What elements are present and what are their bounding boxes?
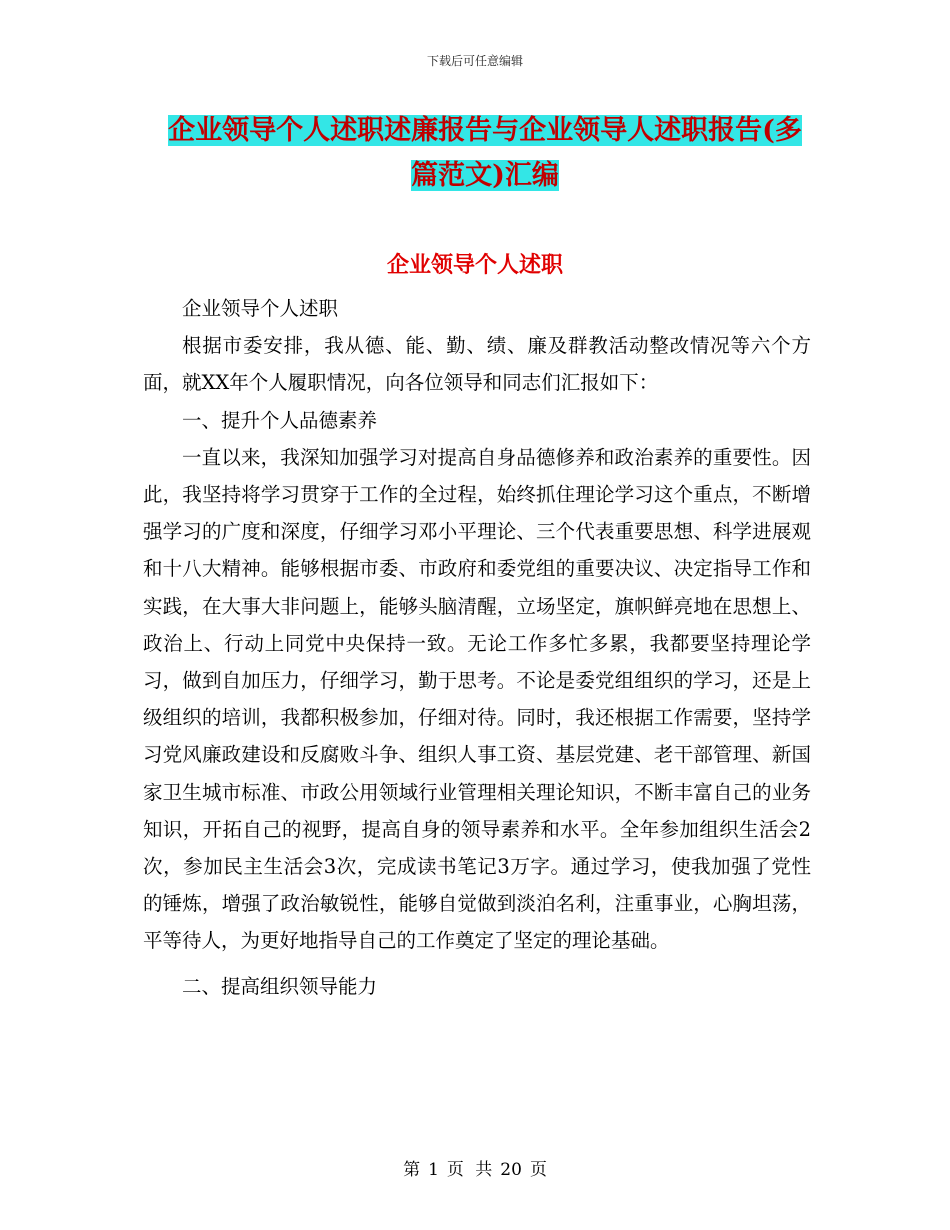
- document-body: [143, 290, 811, 1005]
- footer-suffix: 页: [529, 1160, 547, 1180]
- footer-prefix: 第: [403, 1160, 421, 1180]
- page-footer: [0, 1155, 950, 1180]
- paragraph-section-1: 一直以来，我深知加强学习对提高自身品德修养和政治素养的重要性。因此，我坚持将学习贯穿于工作的全过程，始终抓住理论学习这个重点，不断增强学习的广度和深度，仔细学习邓小平理论、三个代表重要思想、科学进展观和十八大精神。能够根据市委、市政府和委党组的重要决议、决定指导工作和实践，在大事大非问题上，能够头脑清醒，立场坚定，旗帜鲜亮地在思想上、政治上、行动上同党中央保持一致。无论工作多忙多累，我都要坚持理论学习，做到自加压力，仔细学习，勤于思考。不论是委党组组织的学习，还是上级组织的培训，我都积极参加，仔细对待。同时，我还根据工作需要，坚持学习党风廉政建设和反腐败斗争、组织人事工资、基层党建、老干部管理、新国家卫生城市标准、市政公用领域行业管理相关理论知识，不断丰富自己的业务知识，开拓自己的视野，提高自身的领导素养和水平。全年参加组织生活会2次，参加民主生活会3次，完成读书笔记3万字。通过学习，使我加强了党性的锤炼，增强了政治敏锐性，能够自觉做到淡泊名利，注重事业，心胸坦荡，平等待人，为更好地指导自己的工作奠定了坚定的理论基础。: [143, 445, 811, 953]
- document-title-line1: 企业领导个人述职述廉报告与企业领导人述职报告(多: [168, 115, 802, 146]
- paragraph-intro: 根据市委安排，我从德、能、勤、绩、廉及群教活动整改情况等六个方面，就XX年个人履职情况，向各位领导和同志们汇报如下：: [143, 334, 811, 395]
- heading-section-2: 二、提高组织领导能力: [182, 974, 378, 998]
- document-title-line2: 篇范文)汇编: [411, 160, 559, 191]
- document-title: [150, 108, 820, 198]
- paragraph-subtitle: 企业领导个人述职: [182, 297, 339, 320]
- footer-middle: 页 共: [446, 1160, 493, 1180]
- header-note: 下载后可任意编辑: [426, 54, 523, 68]
- heading-section-1: 一、提升个人品德素养: [182, 408, 378, 432]
- footer-total-pages: 20: [500, 1160, 522, 1180]
- footer-page-number: 1: [428, 1160, 439, 1180]
- section-title: 企业领导个人述职: [386, 252, 563, 278]
